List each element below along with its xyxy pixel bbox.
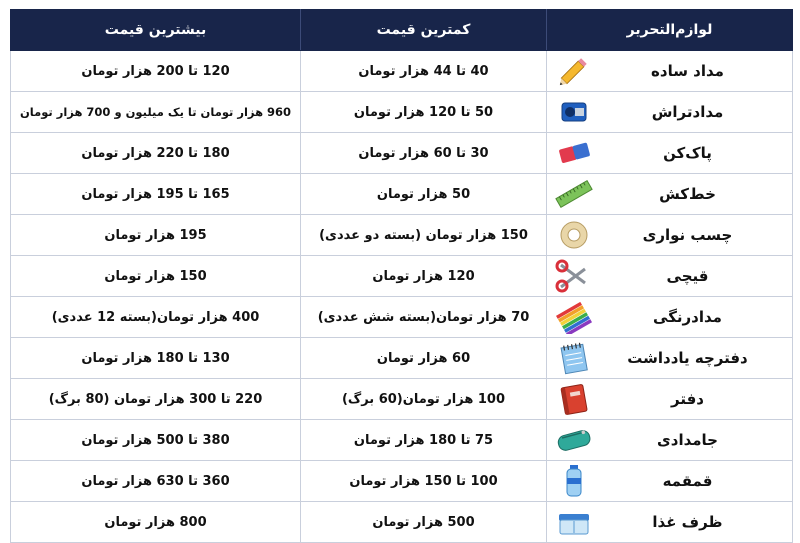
scissors-icon xyxy=(555,259,593,293)
header-row xyxy=(11,10,793,51)
item-cell xyxy=(547,215,793,256)
colored-pencils-icon xyxy=(555,300,593,334)
item-cell xyxy=(547,461,793,502)
max-price-cell: 960 هزار تومان تا یک میلیون و 700 هزار تومان xyxy=(11,92,301,133)
item-name: مداد ساده xyxy=(651,62,724,80)
max-price-cell: 360 تا 630 هزار تومان xyxy=(11,461,301,502)
max-price-cell: 120 تا 200 هزار تومان xyxy=(11,51,301,92)
min-price-cell: 500 هزار تومان xyxy=(301,502,547,543)
tape-icon xyxy=(555,218,593,252)
max-price-cell: 150 هزار تومان xyxy=(11,256,301,297)
min-price-cell: 75 تا 180 هزار تومان xyxy=(301,420,547,461)
min-price-cell: 100 هزار تومان(60 برگ) xyxy=(301,379,547,420)
item-name: مدادتراش xyxy=(651,103,724,121)
max-price-cell: 195 هزار تومان xyxy=(11,215,301,256)
item-name: مدادرنگی xyxy=(653,308,722,326)
max-price-cell: 220 تا 300 هزار تومان (80 برگ) xyxy=(11,379,301,420)
table-row xyxy=(11,256,793,297)
header-min-price: کمترین قیمت xyxy=(301,10,547,51)
item-name: جامدادی xyxy=(657,431,718,449)
table-row xyxy=(11,51,793,92)
table-row xyxy=(11,502,793,543)
item-name: دفترچه یادداشت xyxy=(627,349,748,367)
min-price-cell: 50 تا 120 هزار تومان xyxy=(301,92,547,133)
item-cell xyxy=(547,338,793,379)
item-name: پاک‌کن xyxy=(663,144,712,162)
item-cell xyxy=(547,379,793,420)
pencil-icon xyxy=(555,54,593,88)
table-row xyxy=(11,297,793,338)
table-row xyxy=(11,215,793,256)
lunch-box-icon xyxy=(555,505,593,539)
table-row xyxy=(11,92,793,133)
table-row xyxy=(11,379,793,420)
table-row xyxy=(11,461,793,502)
item-name: قمقمه xyxy=(662,472,713,490)
price-table xyxy=(10,9,793,543)
item-cell xyxy=(547,174,793,215)
item-name: چسب نواری xyxy=(642,226,733,244)
ruler-icon xyxy=(555,177,593,211)
min-price-cell: 100 تا 150 هزار تومان xyxy=(301,461,547,502)
min-price-cell: 30 تا 60 هزار تومان xyxy=(301,133,547,174)
item-cell xyxy=(547,133,793,174)
notebook-icon xyxy=(555,382,593,416)
table-row xyxy=(11,420,793,461)
table-row xyxy=(11,133,793,174)
min-price-cell: 60 هزار تومان xyxy=(301,338,547,379)
max-price-cell: 400 هزار تومان(بسته 12 عددی) xyxy=(11,297,301,338)
min-price-cell: 50 هزار تومان xyxy=(301,174,547,215)
water-bottle-icon xyxy=(555,464,593,498)
item-cell xyxy=(547,51,793,92)
min-price-cell: 150 هزار تومان (بسته دو عددی) xyxy=(301,215,547,256)
max-price-cell: 130 تا 180 هزار تومان xyxy=(11,338,301,379)
item-name: دفتر xyxy=(671,390,704,408)
item-cell xyxy=(547,256,793,297)
item-cell xyxy=(547,420,793,461)
max-price-cell: 800 هزار تومان xyxy=(11,502,301,543)
eraser-icon xyxy=(555,136,593,170)
min-price-cell: 120 هزار تومان xyxy=(301,256,547,297)
max-price-cell: 380 تا 500 هزار تومان xyxy=(11,420,301,461)
item-cell xyxy=(547,502,793,543)
pencil-case-icon xyxy=(555,423,593,457)
min-price-cell: 40 تا 44 هزار تومان xyxy=(301,51,547,92)
item-cell xyxy=(547,92,793,133)
price-table-container xyxy=(10,9,792,543)
item-cell xyxy=(547,297,793,338)
item-name: خط‌کش xyxy=(659,185,716,203)
table-row xyxy=(11,338,793,379)
min-price-cell: 70 هزار تومان(بسته شش عددی) xyxy=(301,297,547,338)
notepad-icon xyxy=(555,341,593,375)
header-max-price: بیشترین قیمت xyxy=(11,10,301,51)
item-name: ظرف غذا xyxy=(652,513,723,531)
max-price-cell: 165 تا 195 هزار تومان xyxy=(11,174,301,215)
table-row xyxy=(11,174,793,215)
sharpener-icon xyxy=(555,95,593,129)
header-item: لوازم‌التحریر xyxy=(547,10,793,51)
max-price-cell: 180 تا 220 هزار تومان xyxy=(11,133,301,174)
item-name: قیچی xyxy=(666,267,709,285)
